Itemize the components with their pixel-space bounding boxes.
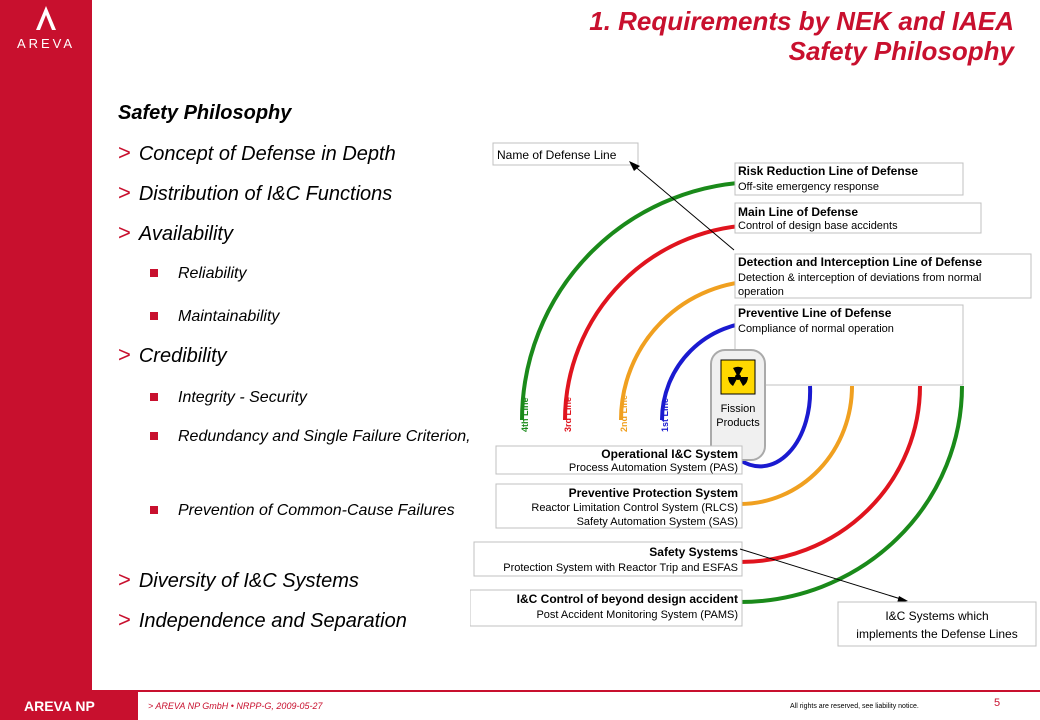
sys-name-preventive: Preventive Protection System — [568, 486, 738, 500]
square-bullet-icon — [150, 269, 158, 277]
arc-label-4th: 4th Line — [520, 397, 530, 432]
footer-rights: All rights are reserved, see liability notice. — [790, 703, 919, 710]
arc-3rd-right — [740, 386, 920, 562]
arrow-bullet-icon: > — [118, 342, 131, 367]
footer-rule — [0, 690, 1040, 692]
bullet-item: > Independence and Separation — [118, 607, 407, 632]
line-desc-risk: Off-site emergency response — [738, 181, 880, 193]
line-name-preventive: Preventive Line of Defense — [738, 306, 892, 320]
sub-bullet-item: Redundancy and Single Failure Criterion, — [150, 423, 480, 451]
areva-a-icon — [0, 0, 92, 36]
bullet-item: > Distribution of I&C Functions — [118, 180, 393, 205]
bullet-item: > Diversity of I&C Systems — [118, 567, 359, 592]
square-bullet-icon — [150, 393, 158, 401]
line-name-detection: Detection and Interception Line of Defense — [738, 255, 983, 269]
sys-desc-preventive-2: Safety Automation System (SAS) — [576, 516, 738, 528]
arrow-bullet-icon: > — [118, 140, 131, 165]
arc-4th-right — [740, 386, 962, 602]
sys-desc-beyond: Post Accident Monitoring System (PAMS) — [536, 609, 738, 621]
sys-desc-safety: Protection System with Reactor Trip and ESFAS — [503, 562, 738, 574]
bullet-item: > Availability — [118, 220, 233, 245]
line-desc-preventive: Compliance of normal operation — [738, 323, 894, 335]
arrow-bullet-icon: > — [118, 180, 131, 205]
sys-name-beyond: I&C Control of beyond design accident — [516, 592, 738, 606]
footer-meta: > AREVA NP GmbH • NRPP-G, 2009-05-27 — [148, 701, 323, 711]
logo-text: AREVA — [16, 36, 76, 51]
page-number: 5 — [994, 697, 1001, 709]
sys-desc-preventive: Reactor Limitation Control System (RLCS) — [531, 502, 738, 514]
sub-bullet-item: Prevention of Common-Cause Failures — [150, 497, 480, 525]
section-heading: Safety Philosophy — [118, 102, 292, 124]
arc-label-1st: 1st Line — [660, 397, 670, 432]
sys-desc-operational: Process Automation System (PAS) — [568, 462, 738, 474]
line-name-main: Main Line of Defense — [738, 205, 859, 219]
line-desc-detection: Detection & interception of deviations from normal — [738, 272, 982, 284]
products-label: Products — [716, 417, 760, 429]
impl-line-1: I&C Systems which — [885, 609, 989, 623]
arrow-bullet-icon: > — [118, 607, 131, 632]
square-bullet-icon — [150, 506, 158, 514]
sub-bullet-item: Maintainability — [150, 303, 480, 331]
title-line-2: Safety Philosophy — [788, 36, 1014, 66]
name-box-label: Name of Defense Line — [497, 148, 617, 162]
bullet-item: > Credibility — [118, 342, 227, 367]
arrow-bullet-icon: > — [118, 567, 131, 592]
footer-company: AREVA NP — [0, 692, 138, 720]
areva-logo — [0, 0, 92, 60]
fission-label: Fission — [720, 403, 756, 415]
arrow-bullet-icon: > — [118, 220, 131, 245]
sys-name-safety: Safety Systems — [649, 545, 738, 559]
line-name-risk: Risk Reduction Line of Defense — [738, 164, 919, 178]
sub-bullet-item: Reliability — [150, 260, 480, 288]
arc-label-2nd: 2nd Line — [619, 394, 629, 432]
square-bullet-icon — [150, 432, 158, 440]
sidebar — [0, 0, 92, 720]
arc-label-3rd: 3rd Line — [563, 396, 573, 432]
defense-in-depth-diagram — [470, 130, 1040, 650]
fission-products — [711, 350, 765, 460]
defense-line-labels — [735, 163, 1031, 385]
sys-name-operational: Operational I&C System — [601, 447, 738, 461]
title-line-1: 1. Requirements by NEK and IAEA — [589, 6, 1014, 36]
square-bullet-icon — [150, 312, 158, 320]
sub-bullet-item: Integrity - Security — [150, 384, 480, 412]
pointer-line — [632, 164, 734, 250]
system-labels — [470, 446, 742, 626]
line-desc-detection-2: operation — [738, 286, 784, 298]
bullet-item: > Concept of Defense in Depth — [118, 140, 396, 165]
line-desc-main: Control of design base accidents — [738, 220, 898, 232]
page-title — [589, 6, 1014, 66]
impl-line-2: implements the Defense Lines — [856, 627, 1018, 641]
